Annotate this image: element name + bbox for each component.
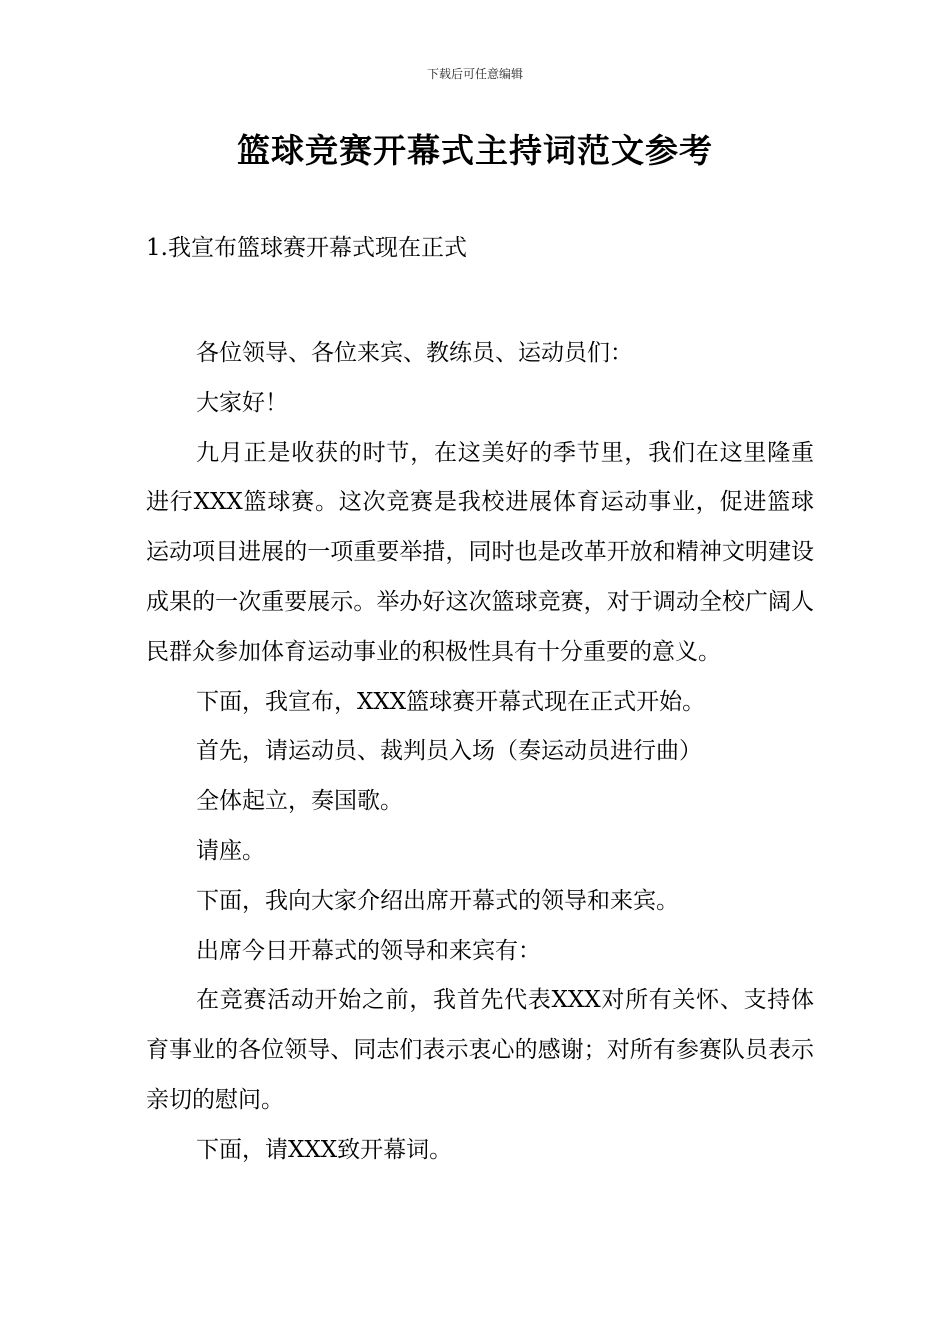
paragraph-announcement: 下面，我宣布，XXX篮球赛开幕式现在正式开始。 <box>196 688 706 715</box>
header-note: 下载后可任意编辑 <box>426 67 523 81</box>
paragraph-be-seated: 请座。 <box>196 837 265 864</box>
paragraph-athletes-entry: 首先，请运动员、裁判员入场（奏运动员进行曲） <box>196 738 702 765</box>
paragraph-greeting: 大家好！ <box>196 389 288 416</box>
paragraph-introduce-guests: 下面，我向大家介绍出席开幕式的领导和来宾。 <box>196 887 679 914</box>
paragraph-greeting-audience: 各位领导、各位来宾、教练员、运动员们： <box>196 340 633 366</box>
paragraph-thanks: 在竞赛活动开始之前，我首先代表XXX对所有关怀、支持体育事业的各位领导、同志们表示衷心的感谢；对所有参赛队员表示亲切的慰问。 <box>146 987 814 1113</box>
paragraph-anthem: 全体起立，奏国歌。 <box>196 788 403 815</box>
paragraph-opening-speech: 下面，请XXX致开幕词。 <box>196 1136 453 1163</box>
section-heading: 1.我宣布篮球赛开幕式现在正式 <box>146 235 467 261</box>
paragraph-guests-list: 出席今日开幕式的领导和来宾有： <box>196 937 541 964</box>
document-body <box>146 329 814 1176</box>
document-title: 篮球竞赛开幕式主持词范文参考 <box>237 131 713 170</box>
paragraph-intro: 九月正是收获的时节，在这美好的季节里，我们在这里隆重进行XXX篮球赛。这次竞赛是我校进展体育运动事业，促进篮球运动项目进展的一项重要举措，同时也是改革开放和精神文明建设成果的一次重要展示。举办好这次篮球竞赛，对于调动全校广阔人民群众参加体育运动事业的积极性具有十分重要的意义。 <box>146 439 814 665</box>
